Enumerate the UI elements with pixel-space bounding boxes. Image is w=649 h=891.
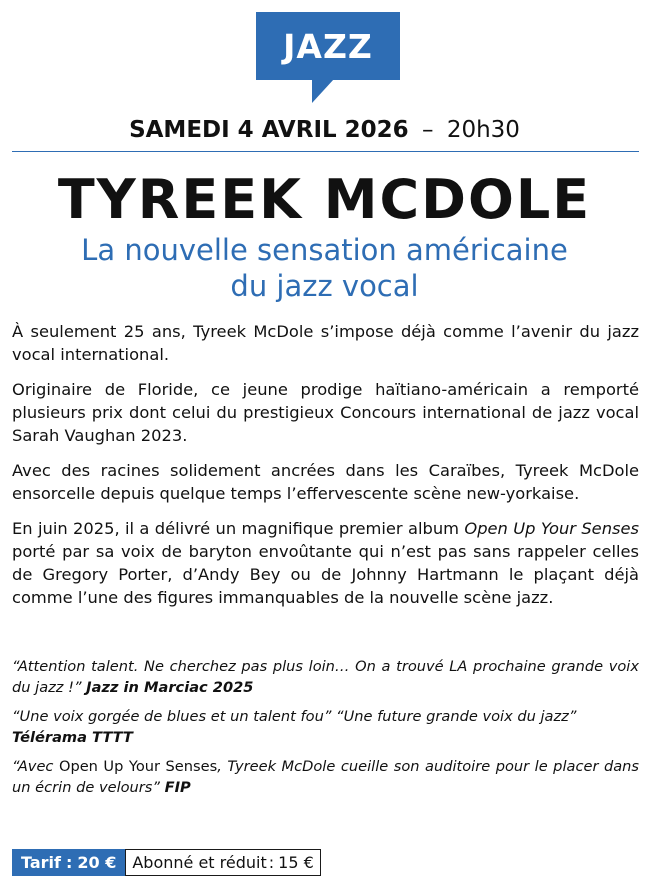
price-label: Tarif (21, 853, 61, 872)
price-separator: : (65, 853, 73, 872)
quote-2-source: Télérama TTTT (12, 729, 133, 746)
price-reduced-label: Abonné et réduit (132, 853, 267, 872)
description-paragraph-4 (12, 517, 639, 609)
date-separator: – (422, 117, 434, 143)
category-badge (256, 12, 400, 102)
price-main (12, 849, 125, 876)
subtitle-line-2: du jazz vocal (230, 269, 419, 303)
press-quotes (12, 656, 639, 806)
press-quote-1 (12, 656, 639, 698)
quote-1-text: “Attention talent. Ne cherchez pas plus loin… On a trouvé LA prochaine grande voix du jazz !” (12, 658, 639, 696)
price-reduced (125, 849, 320, 876)
event-time: 20h30 (446, 117, 520, 143)
subtitle-line-1: La nouvelle sensation américaine (81, 233, 568, 267)
event-date: SAMEDI 4 AVRIL 2026 (129, 117, 409, 143)
quote-3-before: “Avec (12, 758, 59, 775)
quote-3-album: Open Up Your Senses (58, 758, 218, 775)
description-paragraph-2: Originaire de Floride, ce jeune prodige haïtiano-américain a remporté plusieurs prix dont celui du prestigieux Concours international de jazz vocal Sarah Vaughan 2023. (12, 380, 639, 445)
quote-3-source: FIP (164, 779, 191, 796)
price-reduced-amount: 15 € (278, 853, 314, 872)
press-quote-3 (12, 756, 639, 798)
price-box (12, 849, 321, 876)
description-paragraph-1: À seulement 25 ans, Tyreek McDole s’impose déjà comme l’avenir du jazz vocal international. (12, 322, 639, 364)
event-date-line (0, 115, 649, 145)
description (12, 320, 639, 621)
quote-1-source: Jazz in Marciac 2025 (86, 679, 254, 696)
event-subtitle (0, 232, 649, 304)
paragraph-4-after: porté par sa voix de baryton envoûtante qui n’est pas sans rappeler celles de Gregory Porter, d’Andy Bey ou de Johnny Hartmann le plaçant déjà comme l’une des figures immanquables de la nouvelle scène jazz. (12, 542, 639, 607)
speech-bubble-tail-icon (312, 79, 334, 103)
price-reduced-separator: : (268, 853, 275, 872)
divider-rule (12, 151, 639, 152)
paragraph-4-before: En juin 2025, il a délivré un magnifique premier album (12, 519, 465, 538)
press-quote-2 (12, 706, 639, 748)
artist-name: TYREEK MCDOLE (57, 168, 592, 231)
quote-3-after: , Tyreek McDole cueille son auditoire pour le placer dans un écrin de velours” (12, 758, 639, 796)
price-amount: 20 € (77, 853, 117, 872)
album-title: Open Up Your Senses (464, 519, 640, 538)
quote-2-text: “Une voix gorgée de blues et un talent fou” “Une future grande voix du jazz” (12, 708, 577, 725)
description-paragraph-3: Avec des racines solidement ancrées dans les Caraïbes, Tyreek McDole ensorcelle depuis quelque temps l’effervescente scène new-yorkaise. (12, 461, 639, 503)
category-badge-label: JAZZ (256, 12, 400, 80)
